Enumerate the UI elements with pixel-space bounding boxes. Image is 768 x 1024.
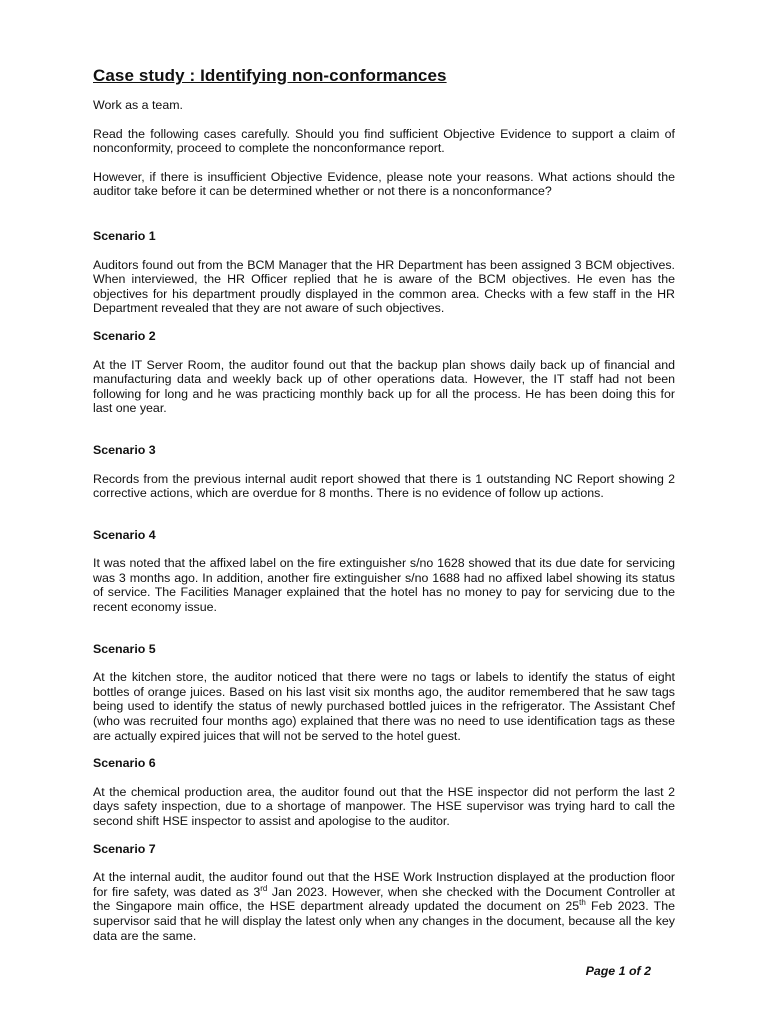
scenario-text: At the IT Server Room, the auditor found out that the backup plan shows daily back up of financial and manufacturing data and weekly back up of other operations data. However, the IT staff had not been following for long and he was practicing monthly back up for all the process. He has been doing this for last one year. <box>93 357 675 416</box>
scenario-3 <box>93 443 675 501</box>
scenario-heading: Scenario 4 <box>93 527 156 542</box>
scenario-4 <box>93 528 675 615</box>
scenario-text: Auditors found out from the BCM Manager that the HR Department has been assigned 3 BCM objectives. When interviewed, the HR Officer replied that he is aware of the BCM objectives. He even has the objectives for his department proudly displayed in the common area. Checks with a few staff in the HR Department revealed that they are not aware of such objectives. <box>93 257 675 316</box>
scenario-7 <box>93 842 675 944</box>
scenario-heading: Scenario 1 <box>93 228 156 243</box>
scenario-text-part: At the internal audit, the auditor found out that the HSE Work Instruction displayed at the production floor for fire safety, was dated as 3 <box>93 870 675 899</box>
scenario-text-part: Feb 2023. The supervisor said that he will display the latest only when any changes in the document, because all the key data are the same. <box>93 899 675 943</box>
scenario-5 <box>93 642 675 744</box>
scenario-1 <box>93 229 675 316</box>
ordinal-suffix: th <box>579 898 586 908</box>
intro-paragraph: However, if there is insufficient Objective Evidence, please note your reasons. What actions should the auditor take before it can be determined whether or not there is a nonconformance? <box>93 169 675 199</box>
scenario-heading: Scenario 2 <box>93 328 156 343</box>
scenario-heading: Scenario 6 <box>93 756 156 771</box>
scenario-heading: Scenario 3 <box>93 442 156 457</box>
scenario-heading: Scenario 5 <box>93 641 156 656</box>
page-title: Case study : Identifying non-conformances <box>93 66 447 85</box>
scenario-text: It was noted that the affixed label on the fire extinguisher s/no 1628 showed that its due date for servicing was 3 months ago. In addition, another fire extinguisher s/no 1688 had no affixed label showing its status of service. The Facilities Manager explained that the hotel has no money to pay for servicing due to the recent economy issue. <box>93 556 675 615</box>
scenario-6 <box>93 756 675 828</box>
page-number: Page 1 of 2 <box>585 964 651 978</box>
scenario-text: At the chemical production area, the auditor found out that the HSE inspector did not perform the last 2 days safety inspection, due to a shortage of manpower. The HSE supervisor was trying hard to call the second shift HSE inspector to assist and apologise to the auditor. <box>93 784 675 828</box>
page-content <box>93 66 675 956</box>
scenario-heading: Scenario 7 <box>93 841 156 856</box>
scenario-text: Records from the previous internal audit report showed that there is 1 outstanding NC Report showing 2 corrective actions, which are overdue for 8 months. There is no evidence of follow up actions. <box>93 471 675 501</box>
intro-instruction: Work as a team. <box>93 98 183 112</box>
scenario-text-part: Jan 2023. However, when she checked with the Document Controller at the Singapore main office, the HSE department already updated the document on 25 <box>93 884 675 914</box>
scenario-2 <box>93 329 675 416</box>
intro-paragraph: Read the following cases carefully. Should you find sufficient Objective Evidence to support a claim of nonconformity, proceed to complete the nonconformance report. <box>93 126 675 156</box>
scenario-text: At the kitchen store, the auditor noticed that there were no tags or labels to identify the status of eight bottles of orange juices. Based on his last visit six months ago, the auditor remembered that he saw tags being used to identify the status of newly purchased bottled juices in the refrigerator. The Assistant Chef (who was recruited four months ago) explained that there was no need to use identification tags as these are actually expired juices that will not be served to the hotel guest. <box>93 670 675 743</box>
ordinal-suffix: rd <box>260 883 268 893</box>
scenario-text <box>93 870 675 943</box>
